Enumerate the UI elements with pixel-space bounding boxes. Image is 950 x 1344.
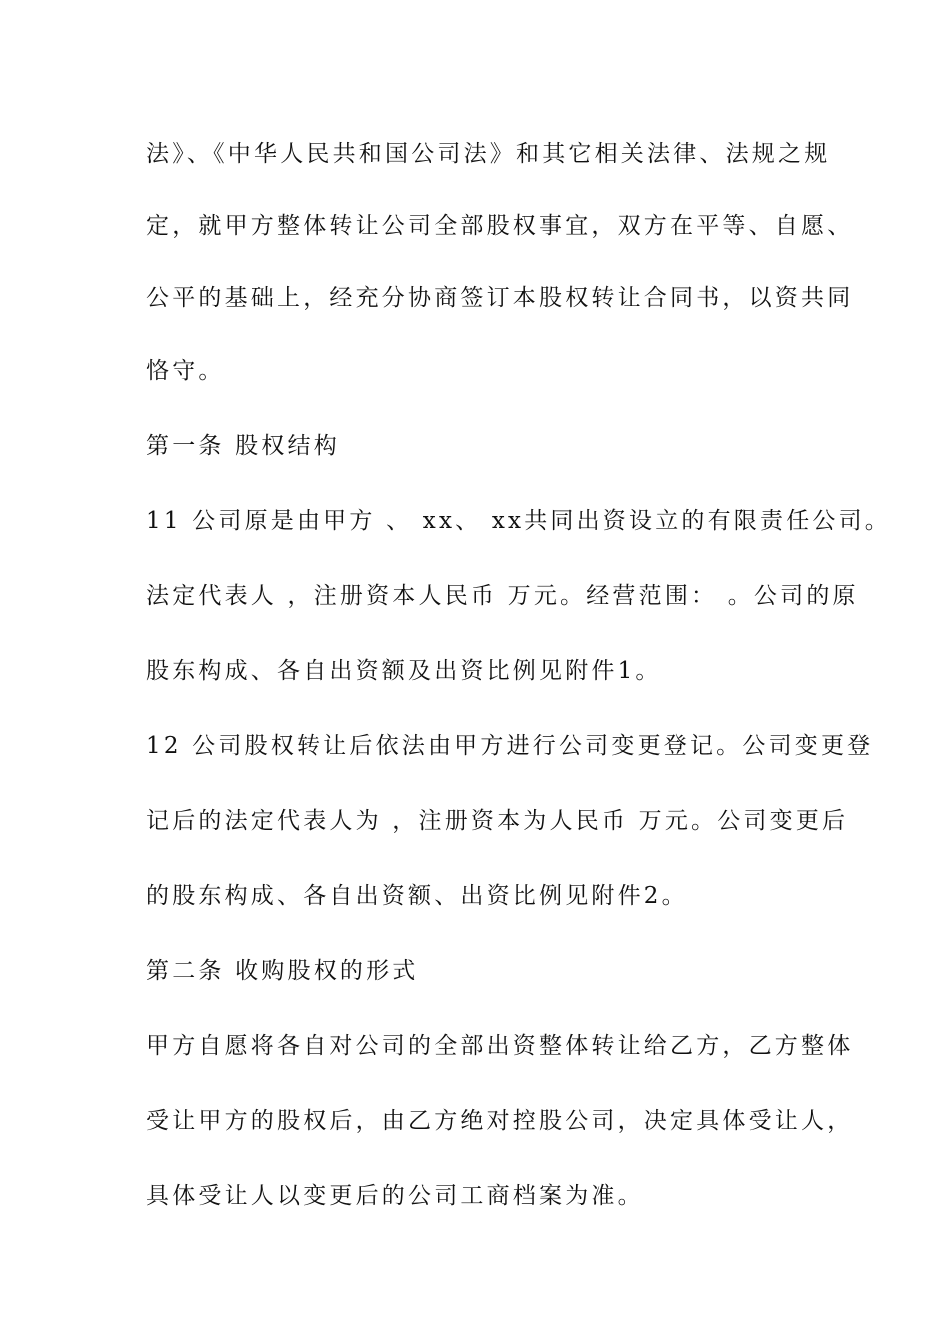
section-heading-2: 第二条 收购股权的形式 [146,958,419,984]
clause-1-2-line: 的股东构成、各自出资额、出资比例见附件2。 [146,883,688,909]
clause-1-1-line: 法定代表人 ，注册资本人民币 万元。经营范围： 。公司的原 [146,583,859,609]
clause-2-line: 甲方自愿将各自对公司的全部出资整体转让给乙方，乙方整体 [146,1033,854,1059]
clause-1-2-line: 12 公司股权转让后依法由甲方进行公司变更登记。公司变更登 [146,733,874,759]
paragraph-line: 公平的基础上，经充分协商签订本股权转让合同书，以资共同 [146,285,854,311]
paragraph-line: 法》、《中华人民共和国公司法》和其它相关法律、法规之规 [146,141,831,167]
clause-1-1-line: 股东构成、各自出资额及出资比例见附件1。 [146,658,662,684]
clause-2-line: 受让甲方的股权后，由乙方绝对控股公司，决定具体受让人， [146,1108,854,1134]
clause-1-1-line: 11 公司原是由甲方 、 xx、 xx共同出资设立的有限责任公司。 [146,508,891,534]
section-heading-1: 第一条 股权结构 [146,433,340,459]
paragraph-line: 恪守。 [146,358,225,384]
paragraph-line: 定，就甲方整体转让公司全部股权事宜，双方在平等、自愿、 [146,213,854,239]
clause-1-2-line: 记后的法定代表人为 ，注册资本为人民币 万元。公司变更后 [146,808,849,834]
clause-2-line: 具体受让人以变更后的公司工商档案为准。 [146,1183,644,1209]
